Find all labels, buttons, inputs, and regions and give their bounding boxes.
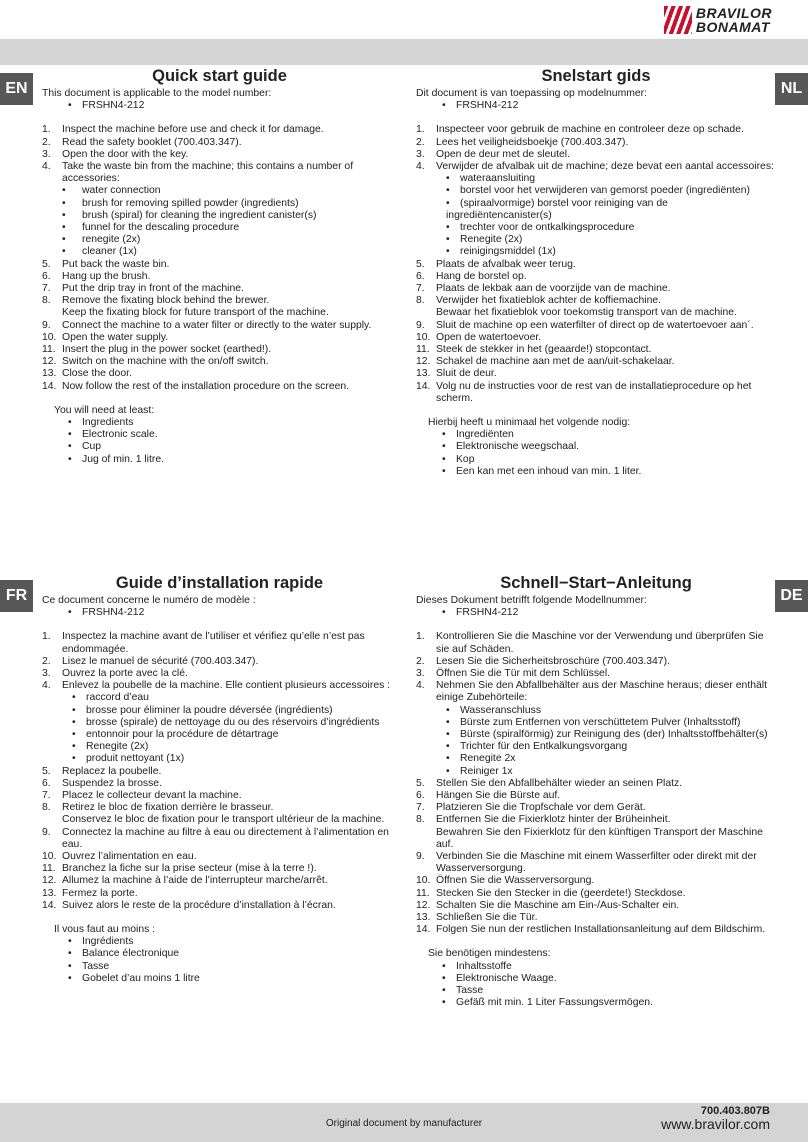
step-number: 9. [42, 826, 51, 838]
step-number: 14. [42, 899, 57, 911]
step-number: 6. [42, 777, 51, 789]
step-text: Volg nu de instructies voor de rest van de installatieprocedure op het scherm. [436, 380, 752, 404]
accessories-list [62, 185, 397, 258]
step-item [42, 149, 397, 161]
step-item [42, 161, 397, 259]
requirement-item: • Elektronische weegschaal. [428, 441, 776, 453]
step-item [416, 802, 776, 814]
requirement-item: • Cup [54, 441, 397, 453]
steps-list [416, 124, 776, 405]
document-number: 700.403.807B [700, 1105, 770, 1117]
section-nl [416, 66, 776, 478]
accessory-item: • Renegite (2x) [436, 234, 776, 246]
step-text: Ouvrez la porte avec la clé. [62, 668, 188, 680]
accessory-item: • brush (spiral) for cleaning the ingredient canister(s) [62, 210, 397, 222]
step-item [416, 875, 776, 887]
accessory-item: • reinigingsmiddel (1x) [436, 246, 776, 258]
step-text: Fermez la porte. [62, 887, 138, 899]
steps-list [416, 631, 776, 936]
step-item [42, 680, 397, 765]
requirements-block [42, 924, 397, 985]
step-number: 1. [416, 631, 425, 643]
step-item [42, 900, 397, 912]
step-number: 8. [416, 814, 425, 826]
step-text: Lisez le manuel de sécurité (700.403.347). [62, 655, 259, 667]
step-text: Lesen Sie die Sicherheitsbroschüre (700.403.347). [436, 655, 670, 667]
step-text: Put the drip tray in front of the machine. [62, 283, 244, 295]
step-text: Platzieren Sie die Tropfschale vor dem Gerät. [436, 802, 646, 814]
step-number: 5. [416, 777, 425, 789]
section-en [42, 66, 397, 466]
step-number: 11. [416, 887, 430, 899]
requirement-item: • Balance électronique [54, 948, 397, 960]
step-text: Switch on the machine with the on/off switch. [62, 356, 269, 368]
step-number: 10. [42, 331, 57, 343]
step-item [416, 271, 776, 283]
step-item [416, 668, 776, 680]
step-item [42, 656, 397, 668]
section-title: Snelstart gids [541, 67, 651, 85]
step-item [42, 283, 397, 295]
step-number: 7. [416, 802, 425, 814]
model-number: • FRSHN4-212 [42, 607, 397, 619]
step-item [42, 124, 397, 136]
step-item [416, 295, 776, 319]
step-item [416, 814, 776, 851]
step-item [42, 137, 397, 149]
step-item [42, 851, 397, 863]
step-number: 8. [416, 295, 425, 307]
step-number: 10. [416, 875, 431, 887]
accessory-item: • (spiraalvormige) borstel voor reiniging van de ingrediëntencanister(s) [436, 198, 776, 222]
step-text: Ouvrez l’alimentation en eau. [62, 851, 197, 863]
accessory-item: • wateraansluiting [436, 173, 776, 185]
lang-badge-fr: FR [0, 580, 33, 612]
step-text: Take the waste bin from the machine; this contains a number of accessories: [62, 161, 354, 185]
step-text: Verwijder de afvalbak uit de machine; deze bevat een aantal accessoires: [436, 161, 774, 173]
step-item [42, 875, 397, 887]
step-item [416, 790, 776, 802]
step-text: Connectez la machine au filtre à eau ou directement à l’alimentation en eau. [62, 826, 389, 850]
model-number: • FRSHN4-212 [416, 100, 776, 112]
step-text: Steek de stekker in het (geaarde!) stopcontact. [436, 344, 652, 356]
requirement-item: • Gefäß mit min. 1 Liter Fassungsvermögen. [428, 997, 776, 1009]
step-number: 14. [416, 924, 431, 936]
requirement-item: • Ingrediënten [428, 429, 776, 441]
section-fr [42, 573, 397, 985]
step-text: Enlevez la poubelle de la machine. Elle contient plusieurs accessoires : [62, 680, 391, 692]
requirements-block [42, 405, 397, 466]
step-item [42, 320, 397, 332]
step-note: Bewahren Sie den Fixierklotz für den künftigen Transport der Maschine auf. [436, 826, 763, 850]
accessory-item: • borstel voor het verwijderen van gemorst poeder (ingrediënten) [436, 185, 776, 197]
requirement-item: • Tasse [428, 985, 776, 997]
requirement-item: • Elektronische Waage. [428, 973, 776, 985]
accessory-item: • brosse pour éliminer la poudre déversée (ingrédients) [62, 705, 397, 717]
step-number: 2. [42, 136, 51, 148]
step-text: Lees het veiligheidsboekje (700.403.347). [436, 136, 629, 148]
requirement-item: • Inhaltsstoffe [428, 961, 776, 973]
section-de [416, 573, 776, 1010]
accessories-list [436, 705, 776, 778]
accessory-item: • renegite (2x) [62, 234, 397, 246]
step-text: Schließen Sie die Tür. [436, 912, 538, 924]
step-number: 9. [416, 851, 425, 863]
step-text: Remove the fixating block behind the brewer. [62, 295, 270, 307]
requirements-block [416, 948, 776, 1009]
step-text: Open the water supply. [62, 331, 169, 343]
step-number: 13. [416, 912, 431, 924]
step-number: 2. [416, 136, 425, 148]
step-item [416, 900, 776, 912]
requirement-item: • Ingrédients [54, 936, 397, 948]
requirement-item: • Electronic scale. [54, 429, 397, 441]
step-number: 13. [42, 368, 57, 380]
model-number: • FRSHN4-212 [42, 100, 397, 112]
step-text: Sluit de machine op een waterfilter of direct op de watertoevoer aan´. [436, 319, 754, 331]
step-number: 8. [42, 802, 51, 814]
step-text: Open de watertoevoer. [436, 331, 542, 343]
step-item [416, 124, 776, 136]
step-number: 7. [416, 283, 425, 295]
step-text: Connect the machine to a water filter or directly to the water supply. [62, 319, 372, 331]
step-number: 3. [42, 668, 51, 680]
step-text: Retirez le bloc de fixation derrière le brasseur. [62, 802, 274, 814]
step-item [416, 161, 776, 259]
lang-badge-nl: NL [775, 73, 808, 105]
step-item [42, 295, 397, 319]
step-text: Branchez la fiche sur la prise secteur (mise à la terre !). [62, 863, 317, 875]
step-item [42, 802, 397, 826]
step-note: Conservez le bloc de fixation pour le transport ultérieur de la machine. [62, 814, 385, 826]
step-text: Stellen Sie den Abfallbehälter wieder an seinen Platz. [436, 777, 683, 789]
requirement-item: • Tasse [54, 961, 397, 973]
step-item [416, 344, 776, 356]
step-text: Open de deur met de sleutel. [436, 148, 571, 160]
step-item [42, 778, 397, 790]
step-number: 10. [42, 851, 57, 863]
step-text: Stecken Sie den Stecker in die (geerdete!) Steckdose. [436, 887, 686, 899]
step-item [42, 888, 397, 900]
step-number: 9. [42, 319, 51, 331]
step-text: Placez le collecteur devant la machine. [62, 790, 242, 802]
section-title: Guide d’installation rapide [115, 574, 324, 592]
accessories-list [62, 692, 397, 765]
logo-stripes-icon [664, 6, 692, 34]
lang-badge-de: DE [775, 580, 808, 612]
step-number: 13. [42, 887, 57, 899]
step-item [42, 668, 397, 680]
accessory-item: • funnel for the descaling procedure [62, 222, 397, 234]
original-document-note: Original document by manufacturer [325, 1118, 483, 1129]
step-text: Hang de borstel op. [436, 270, 527, 282]
requirements-title: You will need at least: [54, 404, 155, 416]
step-text: Plaats de lekbak aan de voorzijde van de machine. [436, 283, 671, 295]
step-item [416, 656, 776, 668]
step-text: Hang up the brush. [62, 270, 151, 282]
step-number: 6. [416, 790, 425, 802]
step-text: Put back the waste bin. [62, 258, 170, 270]
header-band [0, 39, 808, 65]
accessory-item: • cleaner (1x) [62, 246, 397, 258]
section-title: Schnell−Start−Anleitung [500, 574, 692, 592]
step-number: 12. [42, 356, 57, 368]
step-number: 5. [42, 765, 51, 777]
step-text: Read the safety booklet (700.403.347). [62, 136, 242, 148]
step-text: Nehmen Sie den Abfallbehälter aus der Maschine heraus; dieser enthält einige Zubehörteile: [436, 680, 767, 704]
step-number: 14. [416, 380, 431, 392]
model-number: • FRSHN4-212 [416, 607, 776, 619]
step-text: Suspendez la brosse. [62, 777, 162, 789]
step-item [416, 888, 776, 900]
step-number: 2. [42, 655, 51, 667]
accessory-item: • raccord d’eau [62, 692, 397, 704]
website-link[interactable]: www.bravilor.com [661, 1116, 770, 1132]
step-number: 11. [42, 863, 56, 875]
accessory-item: • brosse (spirale) de nettoyage du ou des réservoirs d’ingrédients [62, 717, 397, 729]
step-text: Close the door. [62, 368, 132, 380]
step-item [416, 381, 776, 405]
step-number: 5. [416, 258, 425, 270]
step-item [416, 680, 776, 778]
step-text: Öffnen Sie die Tür mit dem Schlüssel. [436, 668, 611, 680]
step-text: Allumez la machine à l’aide de l’interrupteur marche/arrêt. [62, 875, 328, 887]
step-text: Schakel de machine aan met de aan/uit-schakelaar. [436, 356, 675, 368]
requirements-block [416, 417, 776, 478]
requirement-item: • Kop [428, 454, 776, 466]
step-text: Entfernen Sie die Fixierklotz hinter der Brüheinheit. [436, 814, 671, 826]
step-item [416, 259, 776, 271]
step-item [416, 356, 776, 368]
accessory-item: • Wasseranschluss [436, 705, 776, 717]
step-text: Kontrollieren Sie die Maschine vor der Verwendung und überprüfen Sie sie auf Schäden. [436, 631, 764, 655]
steps-list [42, 631, 397, 912]
step-text: Open the door with the key. [62, 148, 189, 160]
requirement-item: • Ingredients [54, 417, 397, 429]
step-number: 7. [42, 790, 51, 802]
step-number: 11. [42, 344, 56, 356]
requirement-item: • Een kan met een inhoud van min. 1 liter. [428, 466, 776, 478]
intro-text: This document is applicable to the model number: [42, 88, 272, 99]
accessory-item: • water connection [62, 185, 397, 197]
step-item [416, 283, 776, 295]
intro-text: Dit document is van toepassing op modelnummer: [416, 88, 648, 99]
step-item [416, 149, 776, 161]
step-number: 12. [416, 356, 431, 368]
step-number: 14. [42, 380, 57, 392]
accessory-item: • Renegite 2x [436, 753, 776, 765]
accessory-item: • Trichter für den Entkalkungsvorgang [436, 741, 776, 753]
step-number: 1. [416, 124, 425, 136]
step-item [416, 912, 776, 924]
step-text: Now follow the rest of the installation procedure on the screen. [62, 380, 350, 392]
step-number: 3. [42, 148, 51, 160]
accessory-item: • entonnoir pour la procédure de détartrage [62, 729, 397, 741]
step-number: 6. [42, 270, 51, 282]
steps-list [42, 124, 397, 392]
requirements-title: Il vous faut au moins : [54, 924, 156, 936]
step-text: Replacez la poubelle. [62, 765, 162, 777]
step-text: Hängen Sie die Bürste auf. [436, 790, 561, 802]
step-item [42, 827, 397, 851]
step-item [416, 332, 776, 344]
step-item [42, 356, 397, 368]
accessory-item: • Bürste (spiralförmig) zur Reinigung des (der) Inhaltsstoffbehälter(s) [436, 729, 776, 741]
step-item [42, 766, 397, 778]
step-item [416, 137, 776, 149]
step-number: 10. [416, 331, 431, 343]
step-item [416, 320, 776, 332]
step-number: 11. [416, 344, 430, 356]
step-number: 12. [42, 875, 57, 887]
step-item [42, 344, 397, 356]
step-number: 4. [416, 161, 425, 173]
accessory-item: • Bürste zum Entfernen von verschüttetem Pulver (Inhaltsstoff) [436, 717, 776, 729]
step-note: Keep the fixating block for future transport of the machine. [62, 307, 329, 319]
step-number: 4. [42, 161, 51, 173]
step-number: 12. [416, 899, 431, 911]
step-text: Verwijder het fixatieblok achter de koffiemachine. [436, 295, 662, 307]
requirements-title: Sie benötigen mindestens: [428, 948, 551, 960]
accessory-item: • produit nettoyant (1x) [62, 753, 397, 765]
accessory-item: • brush for removing spilled powder (ingredients) [62, 198, 397, 210]
requirement-item: • Jug of min. 1 litre. [54, 454, 397, 466]
step-text: Inspectez la machine avant de l’utiliser et vérifiez qu’elle n’est pas endommagée. [62, 631, 365, 655]
step-item [416, 924, 776, 936]
step-item [42, 381, 397, 393]
step-number: 8. [42, 295, 51, 307]
step-number: 3. [416, 148, 425, 160]
step-number: 3. [416, 668, 425, 680]
step-item [416, 631, 776, 655]
lang-badge-en: EN [0, 73, 33, 105]
step-number: 7. [42, 283, 51, 295]
step-item [42, 259, 397, 271]
step-number: 1. [42, 124, 51, 136]
step-text: Inspecteer voor gebruik de machine en controleer deze op schade. [436, 124, 744, 136]
intro-text: Dieses Dokument betrifft folgende Modellnummer: [416, 595, 647, 606]
intro-text: Ce document concerne le numéro de modèle : [42, 595, 256, 606]
logo-line-1: BRAVILOR [695, 5, 772, 21]
step-text: Plaats de afvalbak weer terug. [436, 258, 576, 270]
step-item [42, 631, 397, 655]
step-number: 4. [42, 680, 51, 692]
step-item [42, 332, 397, 344]
step-text: Suivez alors le reste de la procédure d’installation à l’écran. [62, 899, 336, 911]
step-text: Schalten Sie die Maschine am Ein-/Aus-Schalter ein. [436, 899, 680, 911]
step-number: 5. [42, 258, 51, 270]
step-text: Sluit de deur. [436, 368, 497, 380]
step-number: 1. [42, 631, 51, 643]
step-text: Folgen Sie nun der restlichen Installationsanleitung auf dem Bildschirm. [436, 924, 766, 936]
step-item [416, 368, 776, 380]
accessories-list [436, 173, 776, 258]
step-item [42, 368, 397, 380]
step-number: 6. [416, 270, 425, 282]
step-item [42, 271, 397, 283]
accessory-item: • Reiniger 1x [436, 766, 776, 778]
accessory-item: • trechter voor de ontkalkingsprocedure [436, 222, 776, 234]
step-text: Insert the plug in the power socket (earthed!). [62, 344, 272, 356]
step-number: 9. [416, 319, 425, 331]
step-note: Bewaar het fixatieblok voor toekomstig transport van de machine. [436, 307, 737, 319]
step-item [42, 863, 397, 875]
requirements-title: Hierbij heeft u minimaal het volgende nodig: [428, 417, 631, 429]
step-text: Verbinden Sie die Maschine mit einem Wasserfilter oder direkt mit der Wasserversorgung. [436, 851, 757, 875]
step-item [416, 851, 776, 875]
requirement-item: • Gobelet d’au moins 1 litre [54, 973, 397, 985]
step-number: 13. [416, 368, 431, 380]
logo-line-2: BONAMAT [695, 19, 770, 35]
section-title: Quick start guide [152, 67, 287, 85]
step-item [42, 790, 397, 802]
brand-logo [664, 6, 772, 34]
step-text: Inspect the machine before use and check it for damage. [62, 124, 324, 136]
step-number: 2. [416, 655, 425, 667]
step-item [416, 778, 776, 790]
step-number: 4. [416, 680, 425, 692]
step-text: Öffnen Sie die Wasserversorgung. [436, 875, 595, 887]
accessory-item: • Renegite (2x) [62, 741, 397, 753]
